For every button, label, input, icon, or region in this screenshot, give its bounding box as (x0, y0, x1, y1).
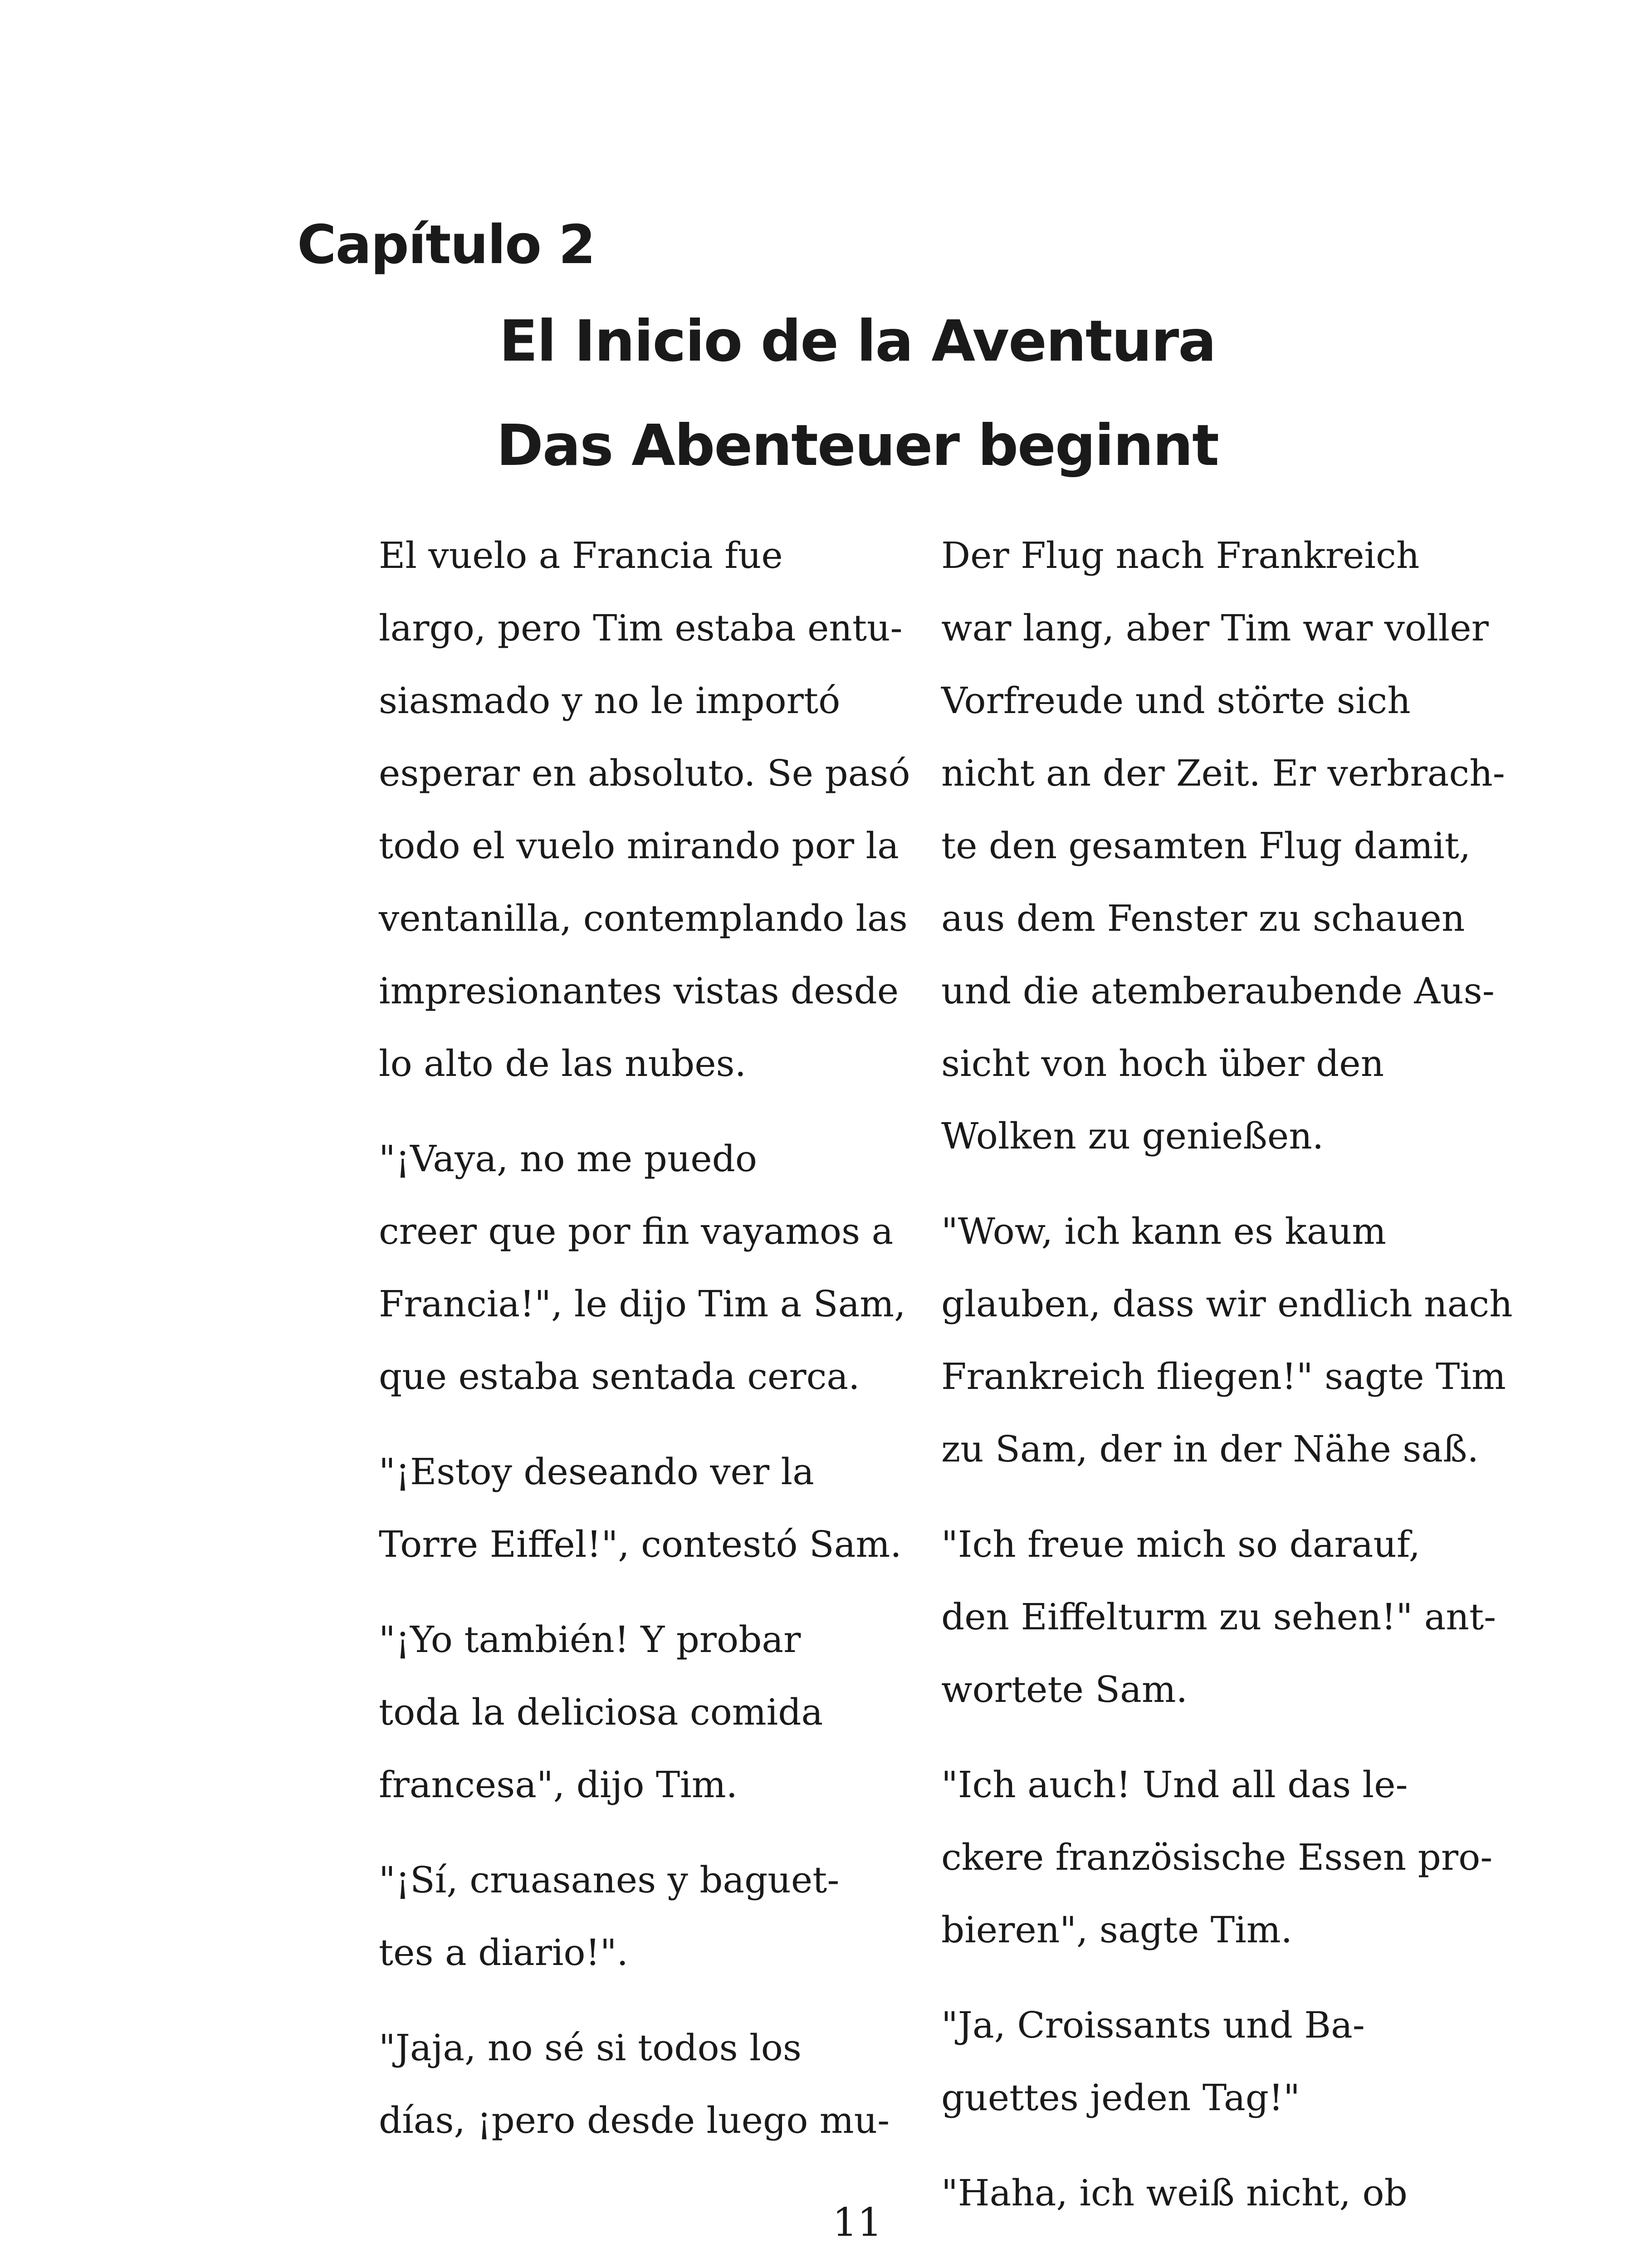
chapter-title-spanish: El Inicio de la Aventura (499, 308, 1216, 374)
text-line: den Eiffelturm zu sehen!" ant- (941, 1596, 1496, 1638)
paragraph (860, 1508, 1496, 1726)
text-line: ckere französische Essen pro- (941, 1836, 1493, 1878)
text-line: "Haha, ich weiß nicht, ob (941, 2172, 1408, 2214)
paragraph (860, 1195, 1513, 1486)
paragraph (297, 1844, 855, 1989)
text-line: Vorfreude und störte sich (941, 679, 1411, 722)
text-line: und die atemberaubende Aus- (941, 970, 1495, 1012)
text-line: siasmado y no le importó (379, 679, 841, 722)
chapter-title-german: Das Abenteuer beginnt (496, 413, 1218, 479)
text-line: "¡Vaya, no me puedo (379, 1138, 758, 1180)
text-line: Frankreich fliegen!" sagte Tim (941, 1355, 1506, 1398)
paragraph (297, 1436, 902, 1581)
text-line: que estaba sentada cerca. (379, 1355, 860, 1398)
paragraph (297, 2012, 890, 2157)
paragraph (860, 1749, 1493, 1966)
text-line: bieren", sagte Tim. (941, 1909, 1293, 1951)
paragraph (297, 1123, 906, 1413)
text-line: zu Sam, der in der Nähe saß. (941, 1428, 1479, 1470)
text-line: ventanilla, contemplando las (379, 897, 908, 939)
text-line: glauben, dass wir endlich nach (941, 1283, 1513, 1325)
text-line: todo el vuelo mirando por la (379, 825, 899, 867)
text-line: "¡Yo también! Y probar (379, 1618, 801, 1661)
german-column (860, 519, 1513, 2252)
text-line: francesa", dijo Tim. (379, 1764, 738, 1806)
text-line: largo, pero Tim estaba entu- (379, 607, 903, 649)
text-line: Der Flug nach Frankreich (941, 534, 1420, 577)
text-line: aus dem Fenster zu schauen (941, 897, 1465, 939)
page-number: 11 (832, 2200, 882, 2245)
text-line: "Ich auch! Und all das le- (941, 1764, 1408, 1806)
text-line: "Jaja, no sé si todos los (379, 2027, 802, 2069)
text-line: guettes jeden Tag!" (941, 2077, 1300, 2119)
text-line: "Wow, ich kann es kaum (941, 1210, 1386, 1252)
text-line: "Ich freue mich so darauf, (941, 1523, 1421, 1565)
spanish-column (297, 519, 910, 2180)
text-line: sicht von hoch über den (941, 1042, 1384, 1085)
text-line: war lang, aber Tim war voller (941, 607, 1489, 649)
paragraph (860, 519, 1505, 1173)
paragraph (297, 519, 910, 1100)
text-line: "¡Estoy deseando ver la (379, 1451, 814, 1493)
text-line: "¡Sí, cruasanes y baguet- (379, 1859, 840, 1901)
text-line: wortete Sam. (941, 1668, 1188, 1711)
text-line: Francia!", le dijo Tim a Sam, (379, 1283, 906, 1325)
text-line: El vuelo a Francia fue (379, 534, 783, 577)
text-line: nicht an der Zeit. Er verbrach- (941, 752, 1505, 794)
text-line: esperar en absoluto. Se pasó (379, 752, 910, 794)
paragraph (297, 1603, 855, 1821)
text-line: Wolken zu genießen. (941, 1115, 1324, 1157)
text-line: lo alto de las nubes. (379, 1042, 747, 1085)
text-line: creer que por fin vayamos a (379, 1210, 894, 1252)
text-line: Torre Eiffel!", contestó Sam. (379, 1523, 902, 1565)
text-line: "Ja, Croissants und Ba- (941, 2004, 1365, 2046)
text-line: toda la deliciosa comida (379, 1691, 823, 1733)
text-line: te den gesamten Flug damit, (941, 825, 1471, 867)
text-line: días, ¡pero desde luego mu- (379, 2099, 890, 2141)
text-line: tes a diario!". (379, 1931, 628, 1974)
text-line: impresionantes vistas desde (379, 970, 899, 1012)
chapter-label: Capítulo 2 (297, 213, 595, 276)
paragraph (860, 1989, 1418, 2134)
